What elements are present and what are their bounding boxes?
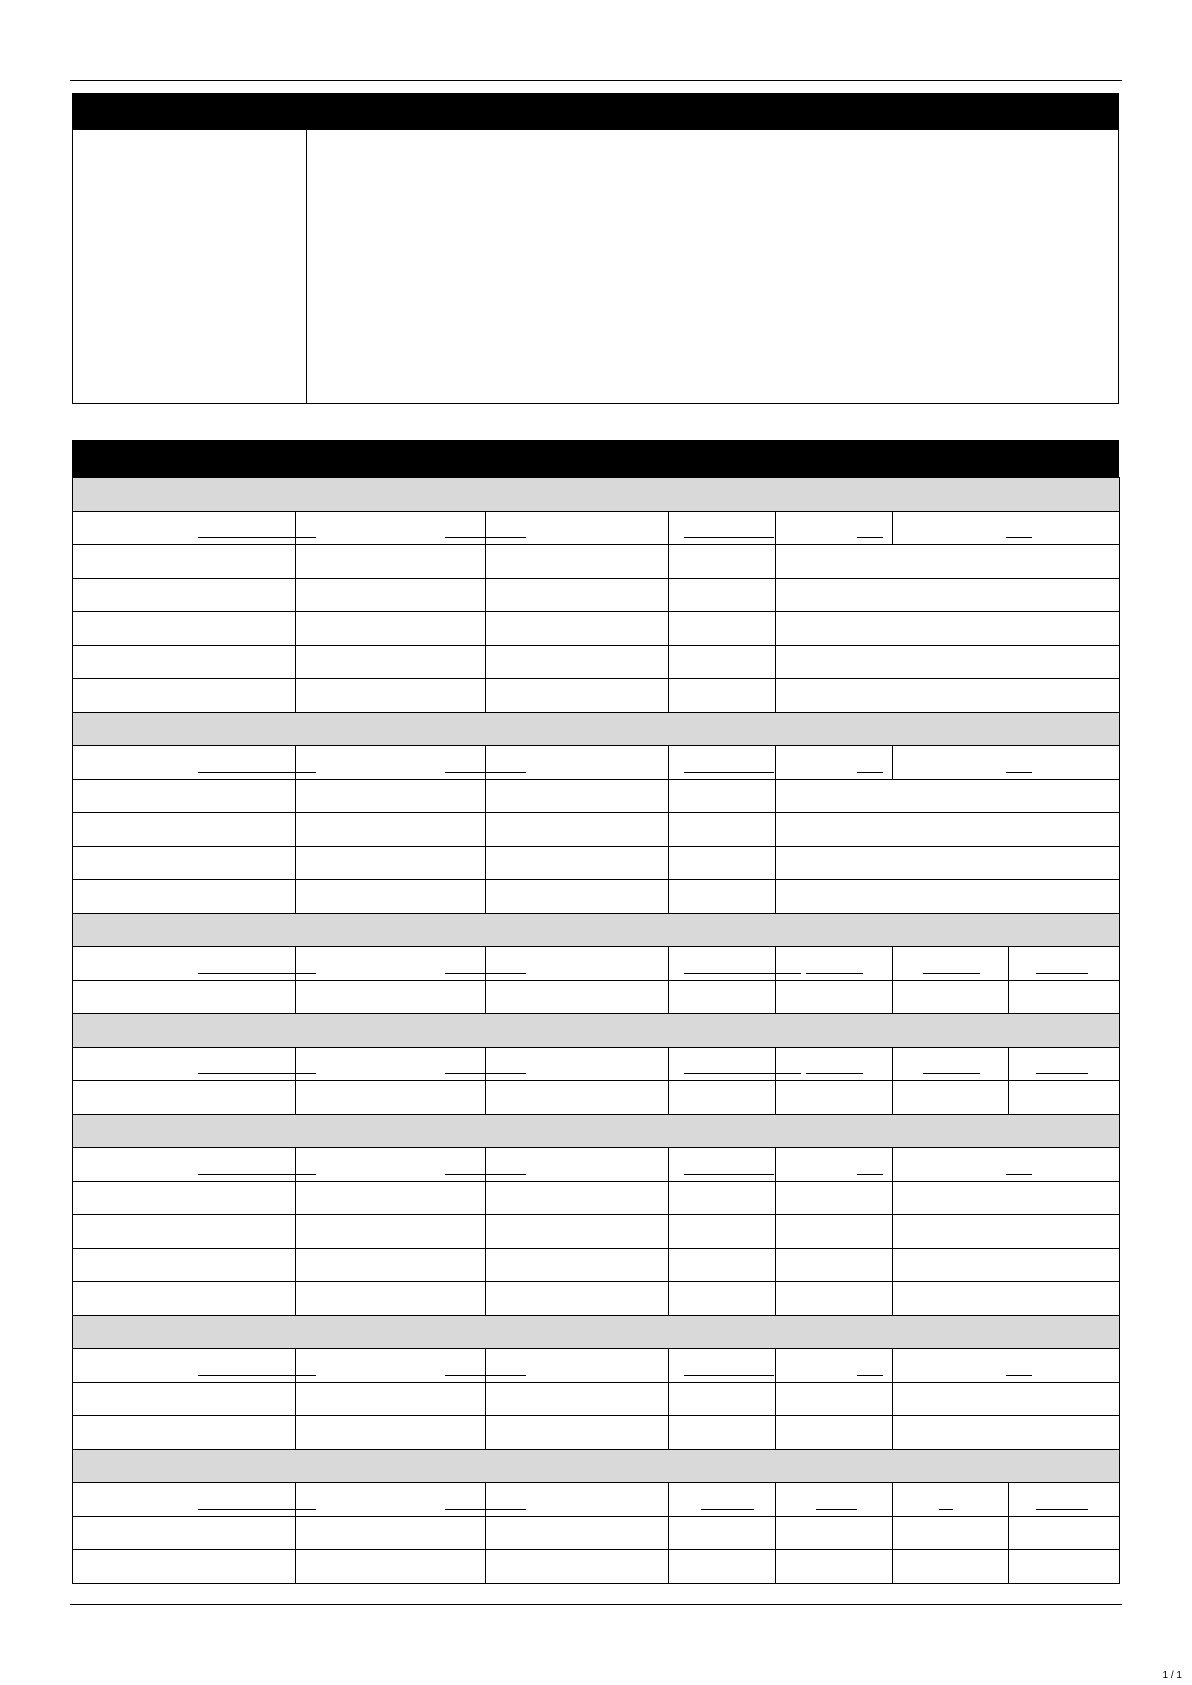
table-cell <box>669 980 776 1014</box>
table-cell <box>776 612 1120 646</box>
table-cell <box>776 1382 893 1416</box>
column-header-cell <box>73 1148 296 1182</box>
column-header-row <box>73 746 1120 780</box>
table-cell <box>486 1416 669 1450</box>
section-title-row <box>73 712 1120 746</box>
table-cell <box>73 1181 296 1215</box>
table-cell <box>73 1382 296 1416</box>
column-header-row <box>73 1148 1120 1182</box>
field-underline <box>1006 772 1032 773</box>
column-header-cell <box>1009 1483 1120 1517</box>
table-cell <box>776 1248 893 1282</box>
table-cell <box>776 1550 893 1584</box>
table-row <box>73 679 1120 713</box>
table-cell <box>893 1248 1120 1282</box>
table-cell <box>776 1181 893 1215</box>
column-header-cell <box>296 1047 486 1081</box>
field-underline <box>806 973 863 974</box>
field-underline <box>857 1375 883 1376</box>
table-cell <box>73 1081 296 1115</box>
table-row <box>73 1248 1120 1282</box>
column-header-cell <box>669 511 776 545</box>
column-header-cell <box>1009 1047 1120 1081</box>
table-cell <box>73 813 296 847</box>
table-cell <box>486 980 669 1014</box>
table-cell <box>669 612 776 646</box>
column-header-cell <box>893 1047 1009 1081</box>
page-number: 1 / 1 <box>1162 1670 1182 1681</box>
table-cell <box>893 1081 1009 1115</box>
table-cell <box>669 1550 776 1584</box>
table-cell <box>296 545 486 579</box>
table-cell <box>486 846 669 880</box>
column-header-cell <box>776 947 893 981</box>
table-cell <box>73 612 296 646</box>
table-row <box>73 1416 1120 1450</box>
column-header-cell <box>893 746 1120 780</box>
field-underline <box>1006 1174 1032 1175</box>
table-cell <box>776 545 1120 579</box>
column-header-row <box>73 1483 1120 1517</box>
field-underline <box>806 1073 863 1074</box>
column-header-cell <box>486 1483 669 1517</box>
table-cell <box>73 545 296 579</box>
column-header-cell <box>296 1148 486 1182</box>
field-underline <box>857 537 883 538</box>
section-title-row <box>73 1449 1120 1483</box>
table-cell <box>669 1416 776 1450</box>
column-header-row <box>73 1349 1120 1383</box>
table-cell <box>776 980 893 1014</box>
column-header-row <box>73 511 1120 545</box>
table-cell <box>296 1215 486 1249</box>
column-header-cell <box>73 1047 296 1081</box>
table-cell <box>73 578 296 612</box>
column-header-cell <box>776 511 893 545</box>
table-cell <box>893 1516 1009 1550</box>
field-underline <box>1006 537 1032 538</box>
table-cell <box>776 679 1120 713</box>
column-header-cell <box>1009 947 1120 981</box>
table-row <box>73 980 1120 1014</box>
column-header-cell <box>486 746 669 780</box>
table-cell <box>296 1382 486 1416</box>
column-header-cell <box>893 1349 1120 1383</box>
column-header-cell <box>776 1349 893 1383</box>
table-cell <box>669 813 776 847</box>
field-underline <box>684 1375 774 1376</box>
table-cell <box>893 1550 1009 1584</box>
table-cell <box>1009 980 1120 1014</box>
table-cell <box>486 880 669 914</box>
table-row <box>73 813 1120 847</box>
section-title-row <box>73 1114 1120 1148</box>
table-cell <box>296 779 486 813</box>
table-cell <box>73 679 296 713</box>
column-header-cell <box>893 1148 1120 1182</box>
table-cell <box>296 1248 486 1282</box>
column-header-cell <box>296 947 486 981</box>
table-row <box>73 1516 1120 1550</box>
table-row <box>73 846 1120 880</box>
section-title-row <box>73 913 1120 947</box>
column-header-cell <box>296 511 486 545</box>
table-cell <box>296 645 486 679</box>
field-underline <box>816 1509 857 1510</box>
table-cell <box>776 813 1120 847</box>
column-header-cell <box>486 947 669 981</box>
column-header-cell <box>486 1148 669 1182</box>
column-header-cell <box>776 746 893 780</box>
table-cell <box>73 880 296 914</box>
table-cell <box>296 679 486 713</box>
table-row <box>73 1382 1120 1416</box>
table-cell <box>486 1550 669 1584</box>
table-cell <box>486 1282 669 1316</box>
field-underline <box>1036 1073 1088 1074</box>
table-row <box>73 1282 1120 1316</box>
table-cell <box>776 578 1120 612</box>
column-header-cell <box>73 1349 296 1383</box>
table-cell <box>669 779 776 813</box>
table-cell <box>296 846 486 880</box>
field-underline <box>939 1509 953 1510</box>
table-cell <box>893 1416 1120 1450</box>
table-cell <box>669 1516 776 1550</box>
table-cell <box>893 1181 1120 1215</box>
table-cell <box>776 1215 893 1249</box>
table-cell <box>486 612 669 646</box>
column-header-cell <box>669 1349 776 1383</box>
table-cell <box>73 1516 296 1550</box>
table-cell <box>669 645 776 679</box>
table-cell <box>776 1416 893 1450</box>
column-header-cell <box>893 947 1009 981</box>
table-header-bar <box>72 440 1119 477</box>
field-underline <box>1036 973 1088 974</box>
table-row <box>73 1081 1120 1115</box>
table-cell <box>669 545 776 579</box>
section-title-cell <box>73 478 1120 512</box>
column-header-cell <box>669 746 776 780</box>
table-cell <box>73 846 296 880</box>
table-cell <box>1009 1550 1120 1584</box>
table-cell <box>296 612 486 646</box>
section-title-cell <box>73 1014 1120 1048</box>
column-header-cell <box>669 1148 776 1182</box>
table-cell <box>893 980 1009 1014</box>
table-cell <box>296 1416 486 1450</box>
column-header-cell <box>669 1483 776 1517</box>
table-cell <box>669 880 776 914</box>
field-underline <box>684 772 774 773</box>
table-cell <box>486 1081 669 1115</box>
column-header-cell <box>893 1483 1009 1517</box>
table-row <box>73 1215 1120 1249</box>
field-underline <box>923 1073 980 1074</box>
table-cell <box>669 1248 776 1282</box>
column-header-cell <box>893 511 1120 545</box>
table-cell <box>486 1181 669 1215</box>
table-row <box>73 545 1120 579</box>
table-cell <box>669 1215 776 1249</box>
table-cell <box>669 846 776 880</box>
field-underline <box>923 973 980 974</box>
field-underline <box>701 1509 744 1510</box>
field-underline <box>1006 1375 1032 1376</box>
table-cell <box>893 1382 1120 1416</box>
section-title-row <box>73 1014 1120 1048</box>
table-cell <box>73 980 296 1014</box>
column-header-cell <box>296 1349 486 1383</box>
table-cell <box>893 1282 1120 1316</box>
table-cell <box>776 645 1120 679</box>
table-cell <box>296 1282 486 1316</box>
column-header-cell <box>486 511 669 545</box>
table-cell <box>296 813 486 847</box>
section-title-cell <box>73 1315 1120 1349</box>
table-cell <box>486 1248 669 1282</box>
column-header-cell <box>296 746 486 780</box>
column-header-cell <box>73 746 296 780</box>
table-cell <box>73 1416 296 1450</box>
info-box <box>72 128 1119 404</box>
table-row <box>73 1181 1120 1215</box>
table-cell <box>1009 1516 1120 1550</box>
table-cell <box>73 1550 296 1584</box>
column-header-cell <box>486 1349 669 1383</box>
section-title-cell <box>73 712 1120 746</box>
table-cell <box>893 1215 1120 1249</box>
table-cell <box>73 1215 296 1249</box>
field-underline <box>857 772 883 773</box>
column-header-cell <box>73 947 296 981</box>
info-box-label-column <box>73 128 307 403</box>
table-cell <box>776 846 1120 880</box>
table-cell <box>776 1282 893 1316</box>
section-title-row <box>73 478 1120 512</box>
field-underline <box>684 1174 774 1175</box>
table-cell <box>486 1382 669 1416</box>
field-underline <box>684 1073 774 1074</box>
bottom-rule <box>70 1604 1122 1605</box>
section-title-cell <box>73 913 1120 947</box>
table-cell <box>486 679 669 713</box>
table-cell <box>486 578 669 612</box>
field-underline <box>1036 1509 1088 1510</box>
column-header-cell <box>486 1047 669 1081</box>
top-rule <box>70 80 1122 81</box>
field-underline <box>684 973 774 974</box>
table-cell <box>73 1248 296 1282</box>
column-header-cell <box>296 1483 486 1517</box>
table-cell <box>776 1516 893 1550</box>
table-row <box>73 645 1120 679</box>
table-cell <box>486 645 669 679</box>
info-header-bar <box>72 93 1119 130</box>
column-header-row <box>73 947 1120 981</box>
table-cell <box>486 779 669 813</box>
table-cell <box>669 578 776 612</box>
table-cell <box>669 1181 776 1215</box>
table-cell <box>296 578 486 612</box>
details-table <box>72 477 1120 1584</box>
table-cell <box>669 1081 776 1115</box>
table-cell <box>669 1382 776 1416</box>
table-cell <box>776 779 1120 813</box>
table-row <box>73 612 1120 646</box>
section-title-cell <box>73 1449 1120 1483</box>
table-row <box>73 1550 1120 1584</box>
table-row <box>73 880 1120 914</box>
table-cell <box>776 880 1120 914</box>
column-header-cell <box>669 1047 776 1081</box>
column-header-cell <box>776 1148 893 1182</box>
table-row <box>73 779 1120 813</box>
table-cell <box>486 1516 669 1550</box>
table-cell <box>296 1550 486 1584</box>
table-cell <box>296 1081 486 1115</box>
table-cell <box>296 880 486 914</box>
column-header-cell <box>669 947 776 981</box>
table-cell <box>73 645 296 679</box>
field-underline <box>684 537 774 538</box>
column-header-cell <box>776 1047 893 1081</box>
table-cell <box>296 980 486 1014</box>
table-cell <box>486 813 669 847</box>
table-cell <box>296 1516 486 1550</box>
table-cell <box>669 679 776 713</box>
column-header-cell <box>776 1483 893 1517</box>
field-underline <box>857 1174 883 1175</box>
column-header-cell <box>73 511 296 545</box>
table-row <box>73 578 1120 612</box>
table-cell <box>1009 1081 1120 1115</box>
column-header-row <box>73 1047 1120 1081</box>
table-cell <box>73 1282 296 1316</box>
table-cell <box>669 1282 776 1316</box>
table-cell <box>73 779 296 813</box>
section-title-cell <box>73 1114 1120 1148</box>
table-cell <box>296 1181 486 1215</box>
column-header-cell <box>73 1483 296 1517</box>
section-title-row <box>73 1315 1120 1349</box>
table-cell <box>486 545 669 579</box>
table-cell <box>486 1215 669 1249</box>
table-cell <box>776 1081 893 1115</box>
